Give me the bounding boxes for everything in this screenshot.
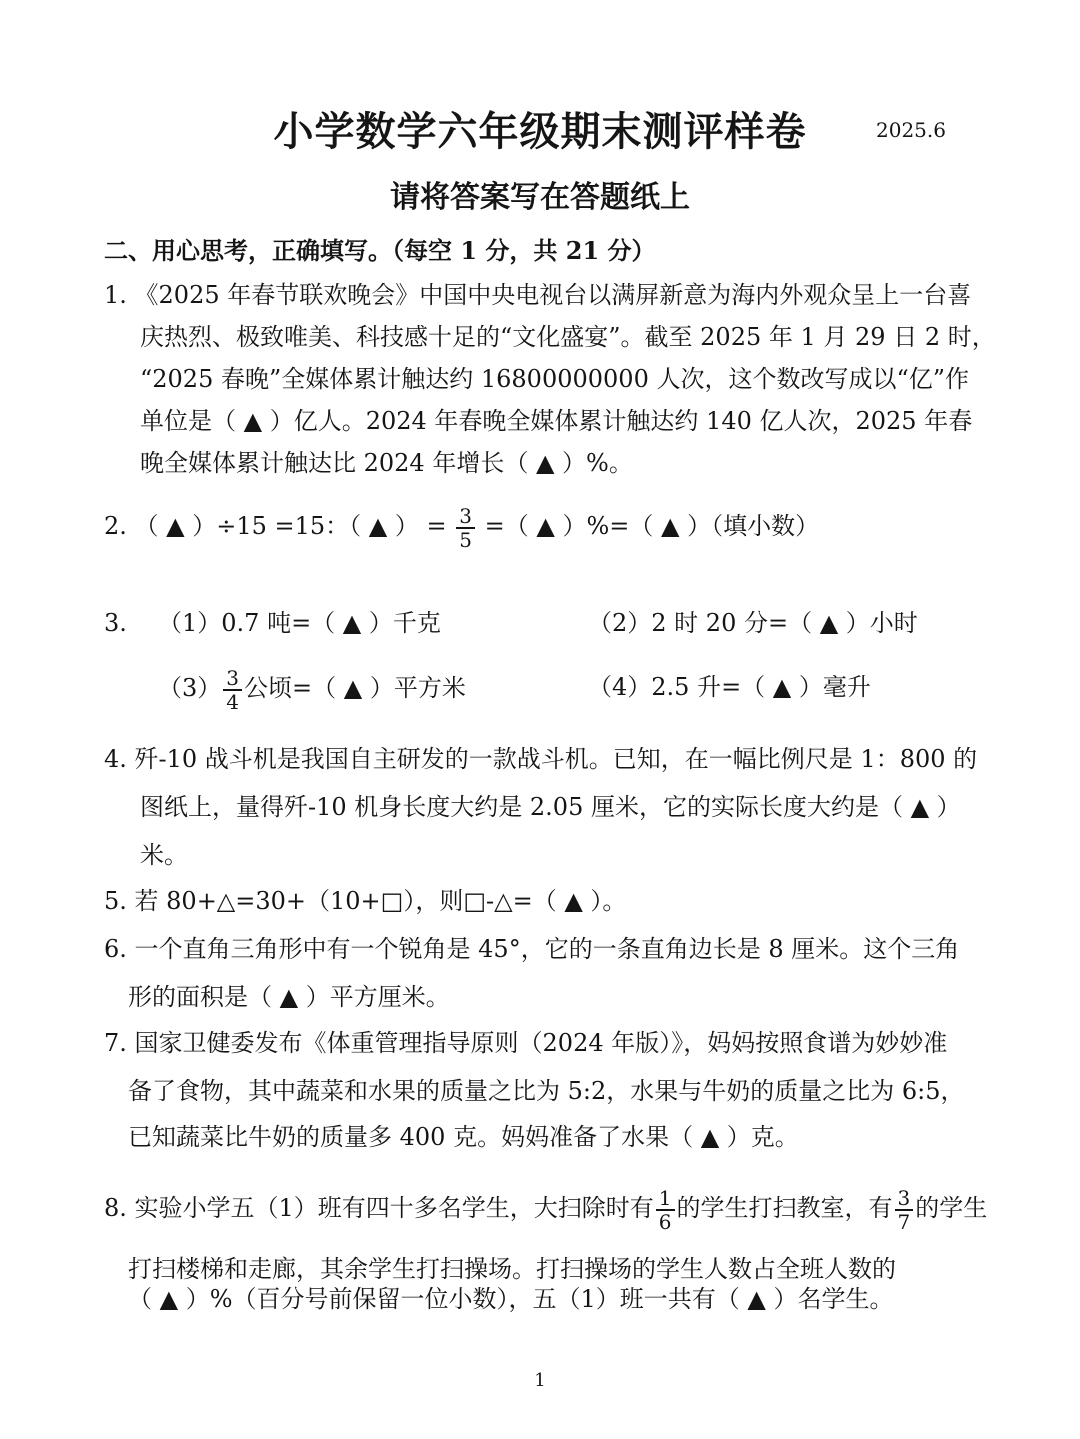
q1-line-3: “2025 春晚”全媒体累计触达约 16800000000 人次，这个数改写成以“亿”作 (140, 365, 970, 393)
q6-line-1: 6. 一个直角三角形中有一个锐角是 45°，它的一条直角边长是 8 厘米。这个三角 (104, 935, 960, 963)
q2-fraction-denominator: 5 (459, 527, 472, 552)
q7-line-3: 已知蔬菜比牛奶的质量多 400 克。妈妈准备了水果（ ▲ ）克。 (128, 1123, 799, 1151)
q8-middle: 的学生打扫教室，有 (676, 1194, 893, 1222)
q3-part-3-fraction (223, 667, 242, 713)
page-subtitle: 请将答案写在答题纸上 (390, 180, 690, 215)
q8-fraction-1 (656, 1187, 675, 1233)
page-title: 小学数学六年级期末测评样卷 (273, 108, 807, 155)
q2-after: =（ ▲ ）%=（ ▲ ）（填小数） (484, 512, 820, 540)
q1-line-2: 庆热烈、极致唯美、科技感十足的“文化盛宴”。截至 2025 年 1 月 29 日 2 时， (140, 323, 996, 351)
q7-line-1: 7. 国家卫健委发布《体重管理指导原则（2024 年版）》，妈妈按照食谱为妙妙准 (104, 1029, 948, 1057)
q8-prefix: 8. 实验小学五（1）班有四十多名学生，大扫除时有 (104, 1194, 654, 1222)
q3-part-3 (158, 660, 466, 716)
q8-suffix: 的学生 (915, 1194, 988, 1222)
page-number: 1 (534, 1370, 546, 1391)
q3-part-3-denominator: 4 (226, 689, 240, 714)
q8-fraction-2 (895, 1187, 914, 1233)
q4-line-2: 图纸上，量得歼-10 机身长度大约是 2.05 厘米，它的实际长度大约是（ ▲ ） (140, 793, 961, 821)
section-heading: 二、用心思考，正确填写。（每空 1 分，共 21 分） (104, 236, 656, 265)
exam-date: 2025.6 (876, 118, 946, 142)
q3-part-2: （2）2 时 20 分=（ ▲ ）小时 (588, 609, 918, 637)
q3-part-3-prefix: （3） (158, 674, 222, 702)
q3-part-4: （4）2.5 升=（ ▲ ）毫升 (588, 673, 871, 701)
q3-part-3-suffix: 公顷=（ ▲ ）平方米 (244, 674, 466, 702)
q6-line-2: 形的面积是（ ▲ ）平方厘米。 (128, 983, 450, 1011)
q3-number: 3. (104, 609, 127, 637)
q8-fraction-2-denominator: 7 (897, 1209, 911, 1234)
q8-fraction-1-numerator: 1 (656, 1187, 675, 1211)
q3-part-3-numerator: 3 (223, 667, 242, 691)
q2-line (104, 498, 819, 554)
q7-line-2: 备了食物，其中蔬菜和水果的质量之比为 5:2，水果与牛奶的质量之比为 6:5， (128, 1077, 965, 1105)
q8-fraction-2-numerator: 3 (895, 1187, 914, 1211)
q2-fraction (456, 505, 475, 551)
q1-line-4: 单位是（ ▲ ）亿人。2024 年春晚全媒体累计触达约 140 亿人次，2025 年春 (140, 407, 973, 435)
q3-part-1: （1）0.7 吨=（ ▲ ）千克 (158, 609, 441, 637)
q8-line-3: （ ▲ ）%（百分号前保留一位小数），五（1）班一共有（ ▲ ）名学生。 (128, 1285, 894, 1313)
q1-line-5: 晚全媒体累计触达比 2024 年增长（ ▲ ）%。 (140, 449, 633, 477)
q4-line-3: 米。 (140, 841, 188, 869)
q1-line-1: 1. 《2025 年春节联欢晚会》中国中央电视台以满屏新意为海内外观众呈上一台喜 (104, 281, 972, 309)
q2-before: 2. （ ▲ ）÷15 =15：（ ▲ ） = (104, 512, 447, 540)
q8-line-1 (104, 1180, 987, 1236)
q2-fraction-numerator: 3 (456, 505, 475, 529)
q8-line-2: 打扫楼梯和走廊，其余学生打扫操场。打扫操场的学生人数占全班人数的 (128, 1255, 896, 1283)
q5-line-1: 5. 若 80+△=30+（10+□），则□-△=（ ▲ ）。 (104, 887, 627, 915)
q4-line-1: 4. 歼-10 战斗机是我国自主研发的一款战斗机。已知，在一幅比例尺是 1：800 的 (104, 745, 978, 773)
q8-fraction-1-denominator: 6 (658, 1209, 672, 1234)
